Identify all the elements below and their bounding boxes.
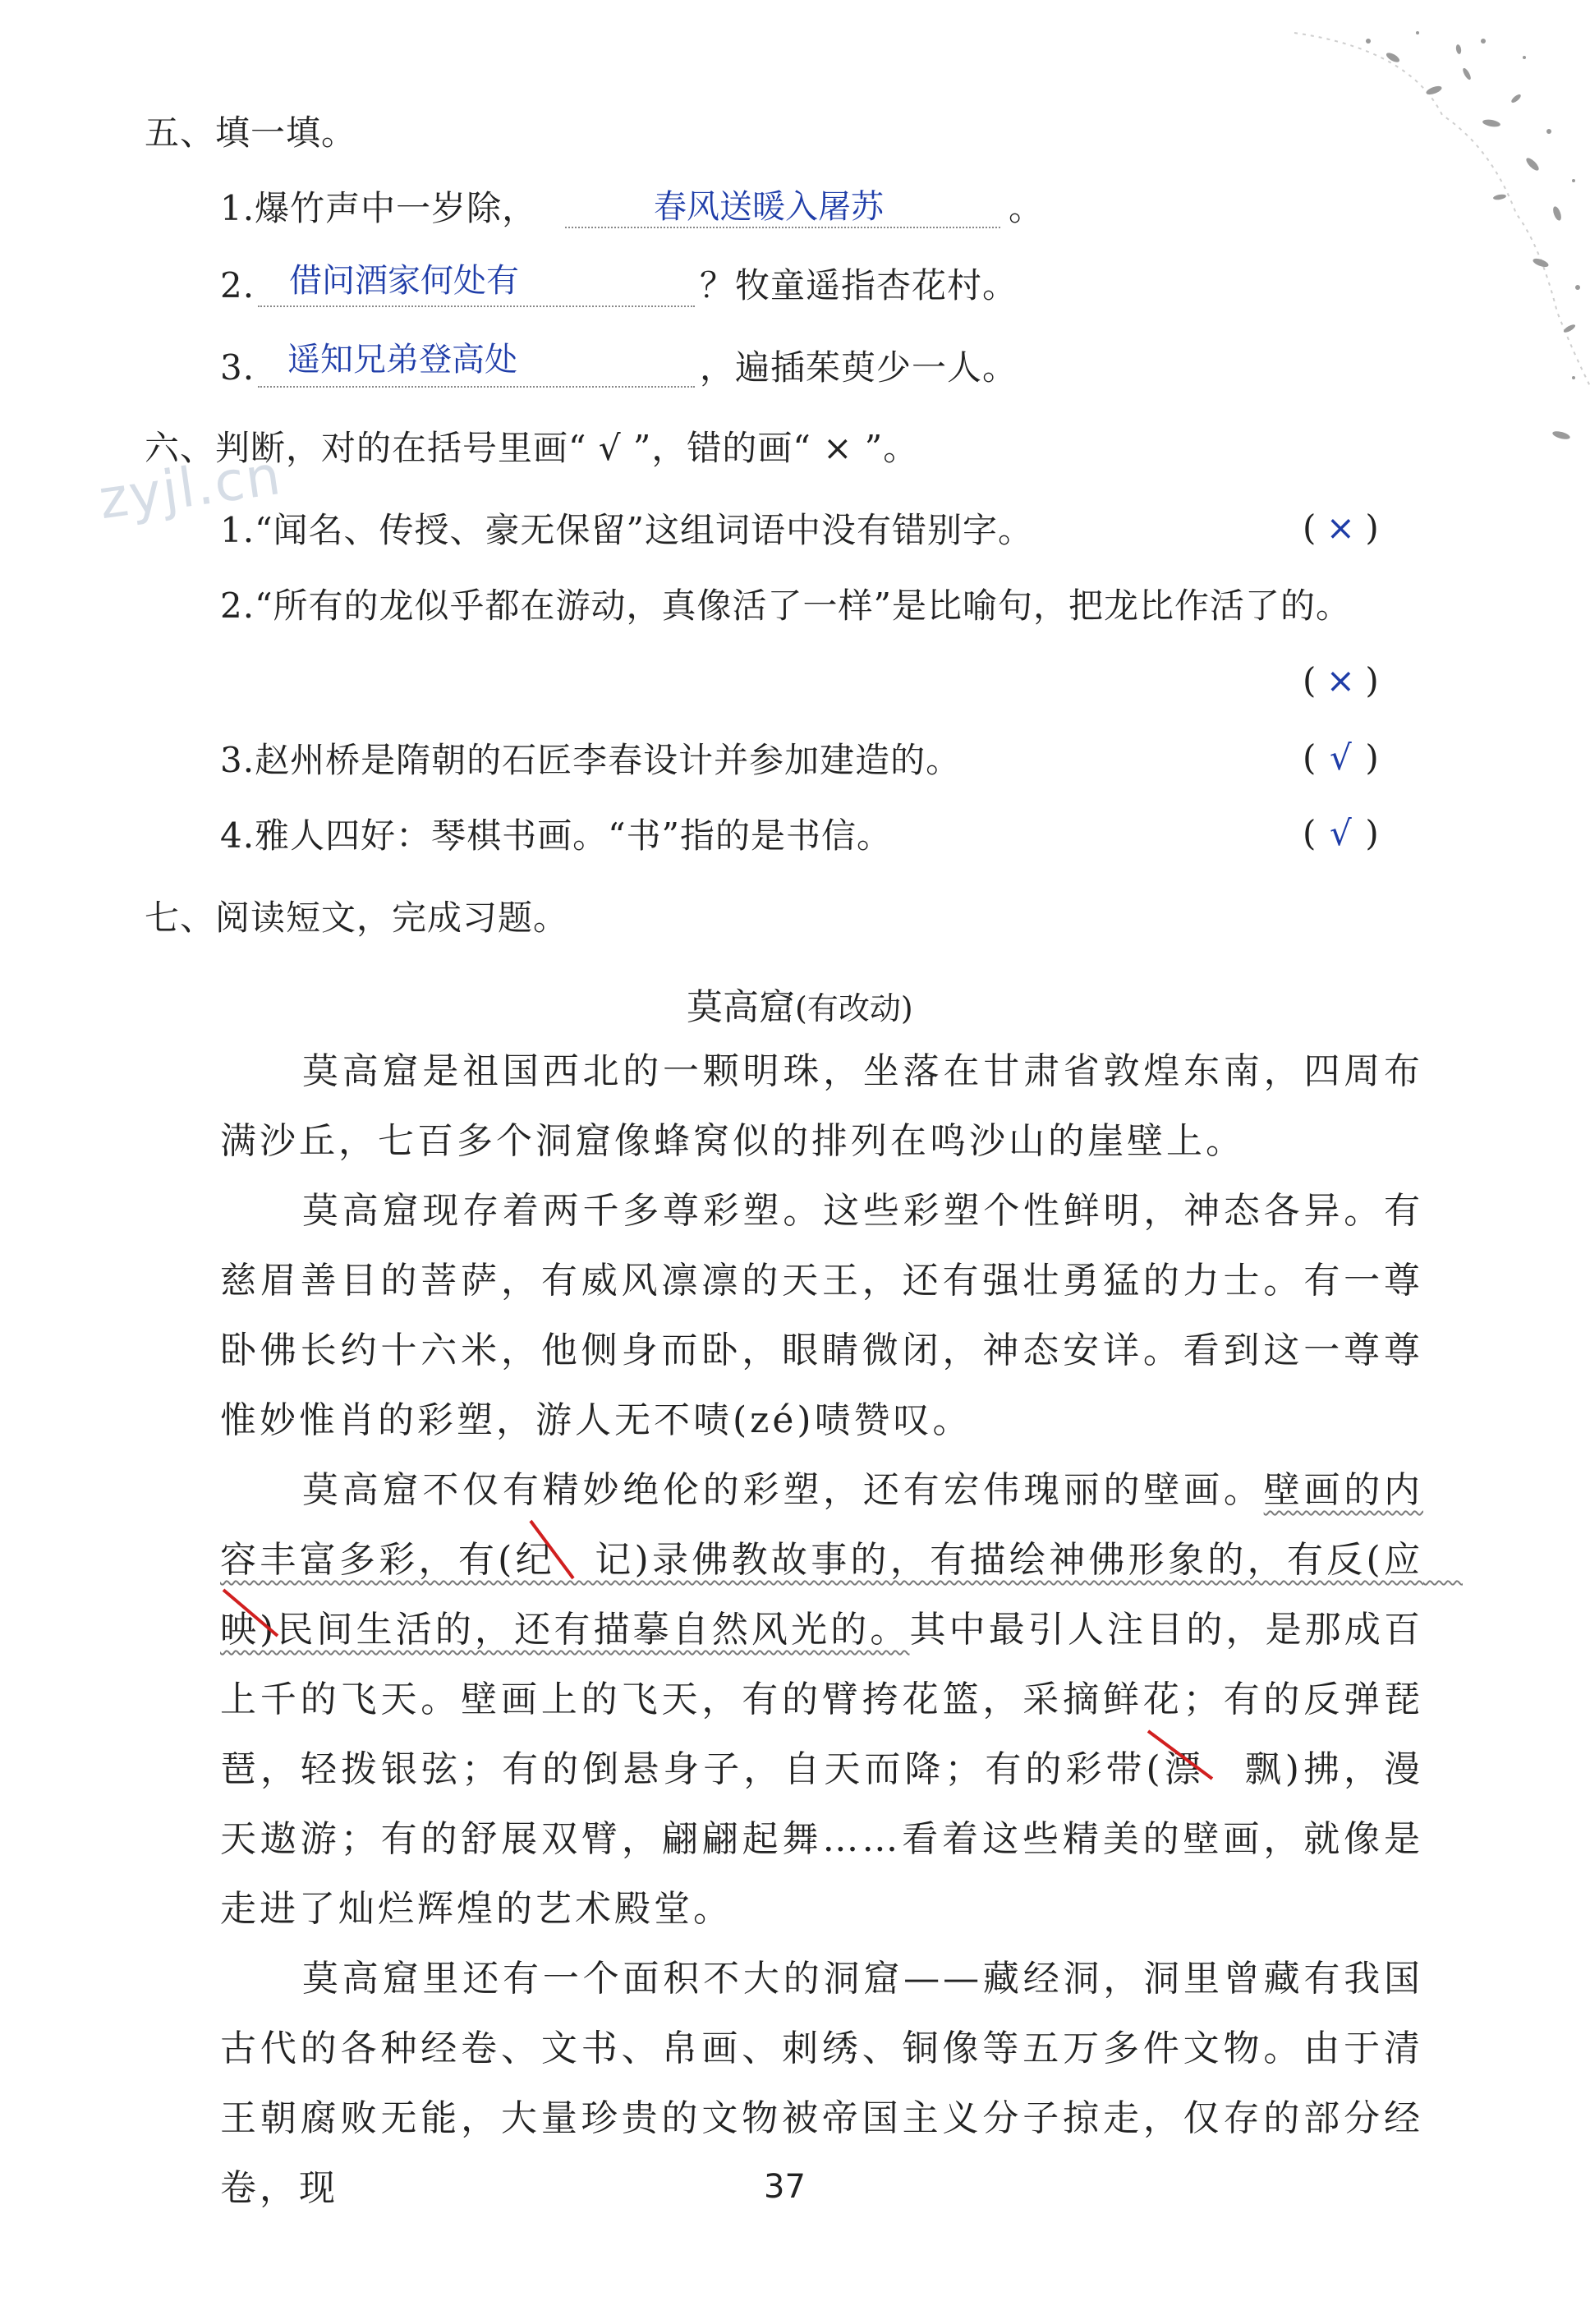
fill-item-2-prefix: 2. (220, 265, 255, 305)
paragraph-2-text: 莫高窟现存着两千多尊彩塑。这些彩塑个性鲜明，神态各异。有慈眉善目的菩萨，有威风凛凛的天王，还有强壮勇猛的力士。有一尊卧佛长约十六米，他侧身而卧，眼睛微闭，神态安详。看到这一尊尊惟妙惟肖的彩塑，游人无不啧(zé)啧赞叹。 (220, 1190, 1423, 1441)
fill-item-1-suffix: 。 (1009, 188, 1045, 228)
section-7-heading: 七、阅读短文，完成习题。 (145, 898, 569, 938)
paragraph-1 (220, 1036, 1423, 1176)
paragraph-1-text: 莫高窟是祖国西北的一颗明珠，坐落在甘肃省敦煌东南，四周布满沙丘，七百多个洞窟像蜂窝似的排列在鸣沙山的崖壁上。 (220, 1050, 1423, 1162)
strike-mark-icon (1145, 1726, 1219, 1784)
judge-answer-3: ( √ ) (1303, 737, 1379, 778)
watermark: zyjl.cn (94, 443, 286, 532)
cross-mark: × (1326, 508, 1355, 548)
judge-answer-1: ( × ) (1303, 508, 1379, 548)
answer-line-2 (258, 305, 695, 307)
paragraph-3-text-a: 莫高窟不仅有精妙绝伦的彩塑，还有宏伟瑰丽的壁画。 (302, 1469, 1264, 1511)
judge-item-2: 2.“所有的龙似乎都在游动，真像活了一样”是比喻句，把龙比作活了的。 (220, 586, 1352, 626)
answer-2: 借问酒家何处有 (289, 262, 519, 300)
judge-item-4: 4.雅人四好：琴棋书画。“书”指的是书信。 (220, 815, 893, 856)
wavy-underlined-sentence: 壁画的内容丰富多彩，有(纪 记)录佛教故事的，有描绘神佛形象的，有反(应 映)民间生活的，还有描摹自然风光的。 (220, 1469, 1463, 1651)
check-mark: √ (1330, 737, 1352, 778)
fill-item-3-suffix: ，遍插茱萸少一人。 (700, 347, 1018, 388)
check-mark: √ (1330, 813, 1352, 853)
judge-answer-4: ( √ ) (1303, 813, 1379, 853)
paragraph-3-text-c: 其中最引人注目的，是那成百上千的飞天。壁画上的飞天，有的臂挎花篮，采摘鲜花；有的反弹琵琶，轻拨银弦；有的倒悬身子，自天而降；有的彩带(漂 飘)拂，漫天遨游；有的舒展双臂，翩翩起舞……看着这些精美的壁画，就像是走进了灿烂辉煌的艺术殿堂。 (220, 1609, 1423, 1930)
answer-1: 春风送暖入屠苏 (654, 188, 884, 226)
strike-mark-icon (220, 1585, 286, 1642)
passage-title-note: (有改动) (795, 990, 913, 1027)
judge-item-3: 3.赵州桥是隋朝的石匠李春设计并参加建造的。 (220, 740, 962, 780)
section-6-heading: 六、判断，对的在括号里画“ √ ”，错的画“ × ”。 (145, 428, 919, 468)
paragraph-4 (220, 1944, 1423, 2223)
fill-item-3-prefix: 3. (220, 347, 255, 388)
fill-item-2-suffix: ？牧童遥指杏花村。 (700, 265, 1018, 305)
cross-mark: × (1326, 660, 1355, 700)
paragraph-3 (220, 1455, 1463, 1944)
strike-mark-icon (526, 1518, 583, 1583)
passage-title-text: 莫高窟 (687, 986, 795, 1028)
answer-line-3 (258, 386, 695, 388)
passage-title (687, 977, 913, 1030)
page-number: 37 (764, 2168, 806, 2206)
paragraph-4-text: 莫高窟里还有一个面积不大的洞窟——藏经洞，洞里曾藏有我国古代的各种经卷、文书、帛画、刺绣、铜像等五万多件文物。由于清王朝腐败无能，大量珍贵的文物被帝国主义分子掠走，仅存的部分经卷，现 (220, 1958, 1423, 2209)
answer-3: 遥知兄弟登高处 (287, 341, 517, 379)
judge-item-1: 1.“闻名、传授、豪无保留”这组词语中没有错别字。 (220, 510, 1034, 550)
judge-answer-2: ( × ) (1303, 660, 1379, 700)
paragraph-2 (220, 1176, 1423, 1455)
leaf-decoration-icon (1245, 0, 1590, 460)
section-5-heading: 五、填一填。 (145, 113, 357, 153)
fill-item-1-prefix: 1.爆竹声中一岁除， (220, 188, 538, 228)
